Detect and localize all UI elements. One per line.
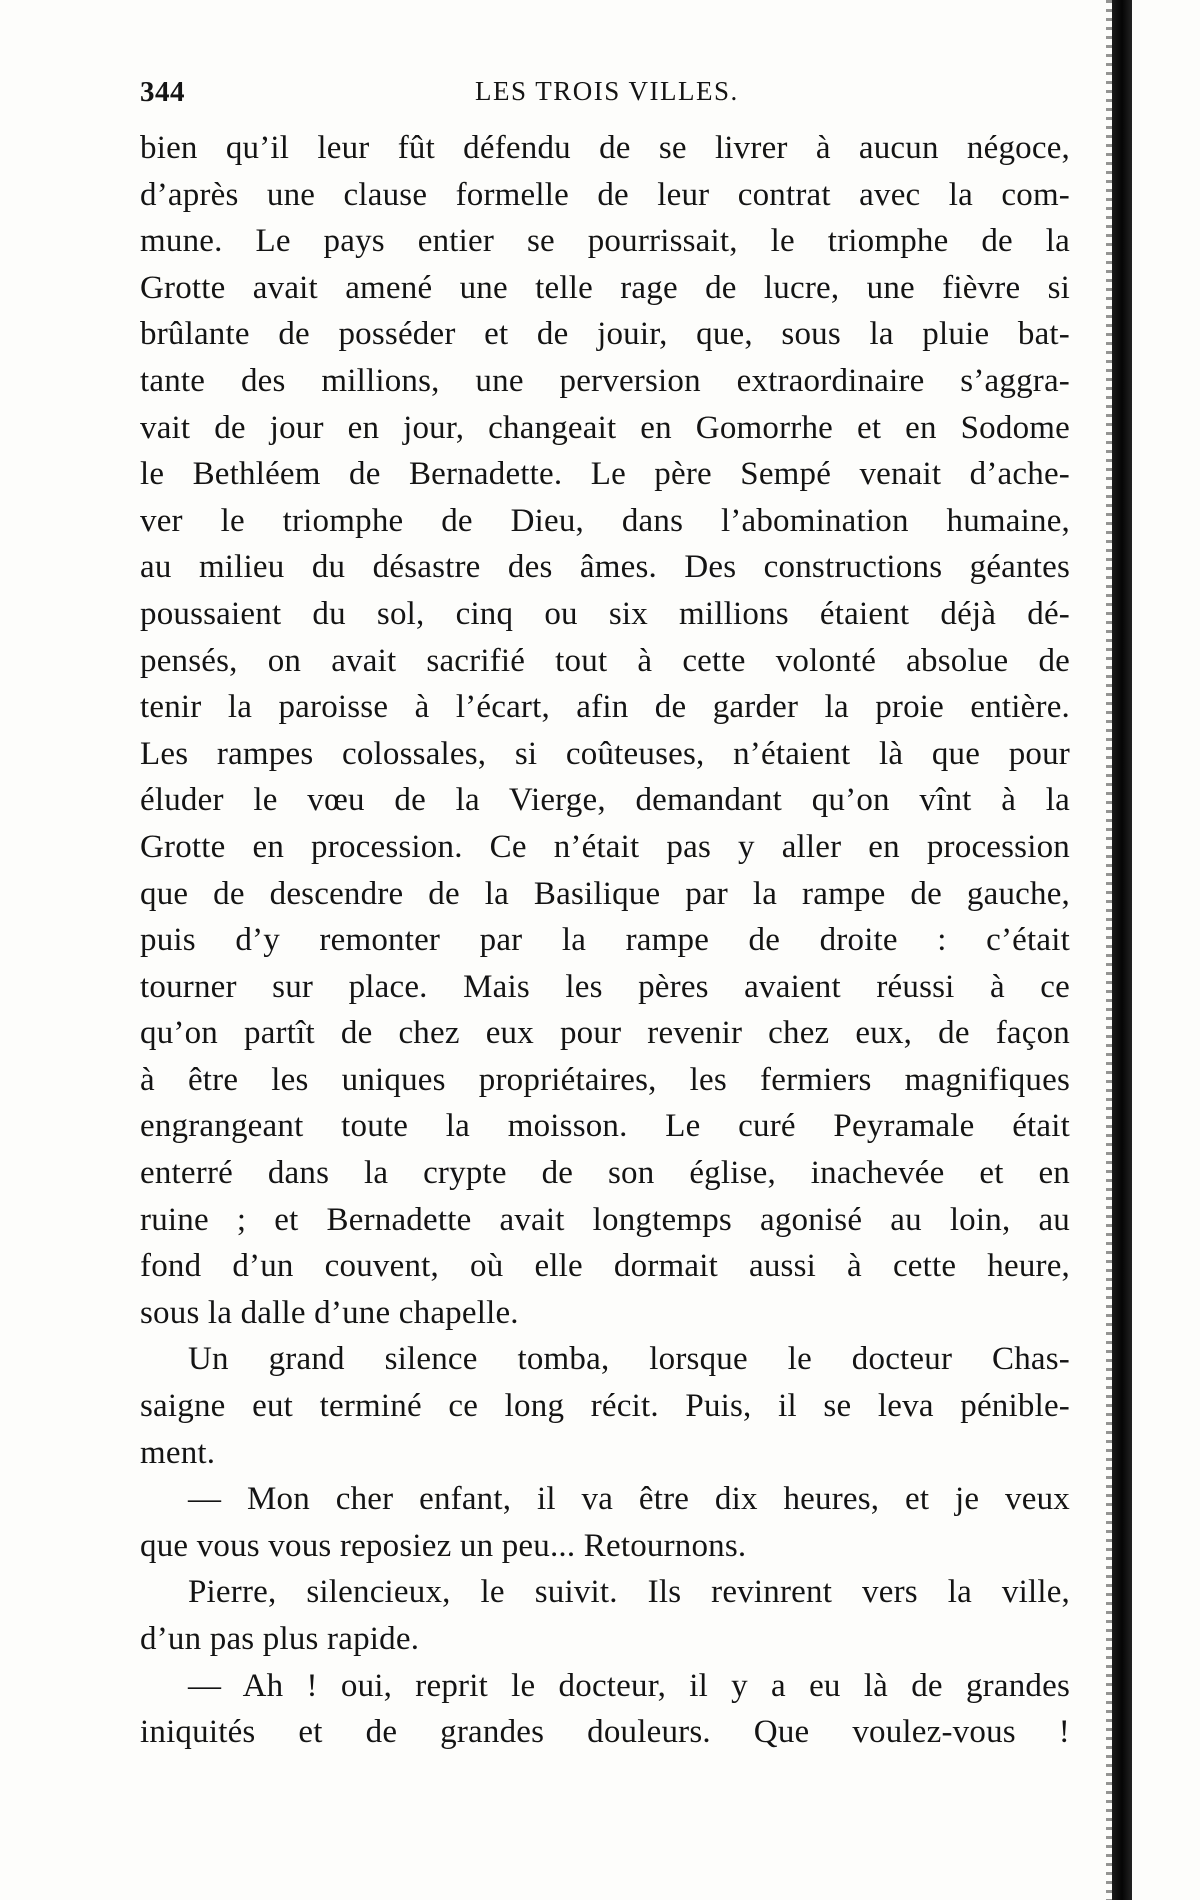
text-line: enterré dans la crypte de son église, inachevée et en (140, 1155, 1070, 1192)
text-line: d’un pas plus rapide. (140, 1621, 420, 1657)
text-line: Grotte avait amené une telle rage de lucre, une fièvre si (140, 269, 1070, 306)
text-line: Grotte en procession. Ce n’était pas y aller en procession (140, 828, 1070, 865)
text-line: sous la dalle d’une chapelle. (140, 1294, 519, 1331)
text-line: Un grand silence tomba, lorsque le docteur Chas- (188, 1341, 1070, 1378)
text-line: au milieu du désastre des âmes. Des constructions géantes (140, 549, 1070, 586)
text-line: tante des millions, une perversion extraordinaire s’aggra- (140, 362, 1070, 399)
text-line: ment. (140, 1434, 216, 1471)
text-line: poussaient du sol, cinq ou six millions étaient déjà dé- (140, 595, 1070, 632)
text-line: à être les uniques propriétaires, les fermiers magnifiques (140, 1061, 1070, 1098)
text-line: iniquités et de grandes douleurs. Que voulez-vous ! (140, 1714, 1070, 1751)
text-line: fond d’un couvent, où elle dormait aussi à cette heure, (140, 1248, 1070, 1285)
text-line: qu’on partît de chez eux pour revenir chez eux, de façon (140, 1015, 1070, 1052)
text-line: saigne eut terminé ce long récit. Puis, il se leva pénible- (140, 1388, 1070, 1425)
running-title: LES TROIS VILLES. (475, 76, 739, 106)
text-line: pensés, on avait sacrifié tout à cette volonté absolue de (140, 642, 1070, 679)
text-line: brûlante de posséder et de jouir, que, sous la pluie bat- (140, 316, 1070, 353)
text-line: — Ah ! oui, reprit le docteur, il y a eu là de grandes (188, 1667, 1070, 1704)
text-line: puis d’y remonter par la rampe de droite : c’était (140, 922, 1070, 959)
text-line: — Mon cher enfant, il va être dix heures, et je veux (188, 1481, 1070, 1518)
text-line: Pierre, silencieux, le suivit. Ils revinrent vers la ville, (188, 1574, 1070, 1611)
text-line: le Bethléem de Bernadette. Le père Sempé venait d’ache- (140, 456, 1070, 493)
body-text (140, 125, 1070, 1756)
text-line: que de descendre de la Basilique par la rampe de gauche, (140, 875, 1070, 912)
text-line: que vous vous reposiez un peu... Retournons. (140, 1527, 747, 1564)
text-line: d’après une clause formelle de leur contrat avec la com- (140, 176, 1070, 213)
page-number: 344 (140, 76, 185, 108)
running-header (140, 76, 1070, 112)
text-line: Les rampes colossales, si coûteuses, n’étaient là que pour (140, 735, 1070, 772)
text-line: engrangeant toute la moisson. Le curé Peyramale était (140, 1108, 1070, 1145)
text-line: bien qu’il leur fût défendu de se livrer à aucun négoce, (140, 130, 1070, 166)
text-line: ruine ; et Bernadette avait longtemps agonisé au loin, au (140, 1201, 1070, 1238)
text-line: ver le triomphe de Dieu, dans l’abomination humaine, (140, 502, 1070, 539)
page-binding-edge (1112, 0, 1132, 1900)
text-line: éluder le vœu de la Vierge, demandant qu’on vînt à la (140, 782, 1070, 819)
text-line: tourner sur place. Mais les pères avaient réussi à ce (140, 968, 1070, 1005)
text-line: tenir la paroisse à l’écart, afin de garder la proie entière. (140, 689, 1070, 726)
text-line: vait de jour en jour, changeait en Gomorrhe et en Sodome (140, 409, 1070, 446)
text-line: mune. Le pays entier se pourrissait, le triomphe de la (140, 223, 1070, 260)
